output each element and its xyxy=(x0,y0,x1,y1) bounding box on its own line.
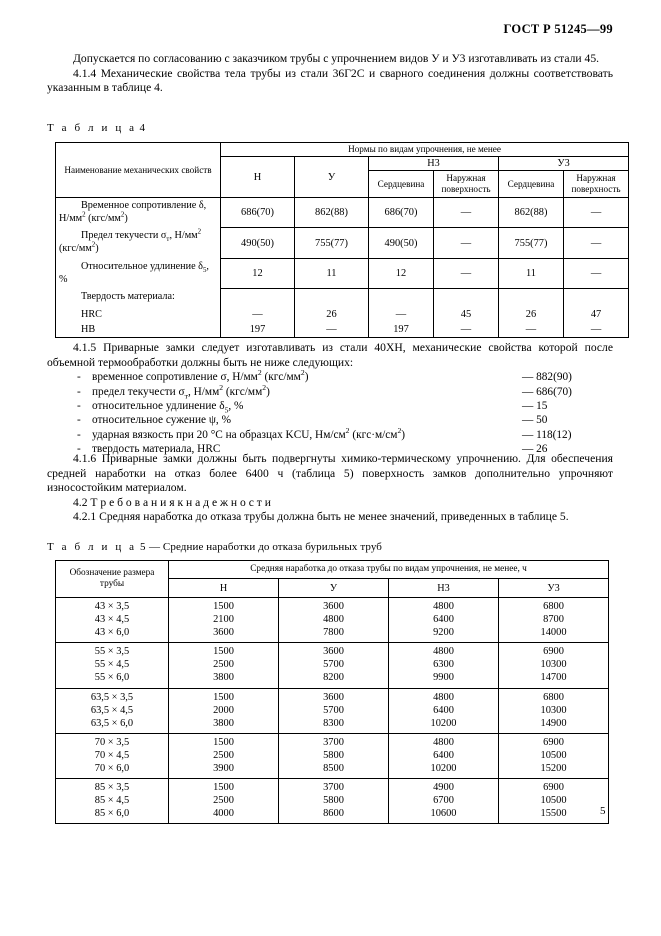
table5-value-cell: 4000 xyxy=(213,808,234,820)
list-item-value: — 26 xyxy=(522,443,548,456)
table5-caption xyxy=(47,541,382,553)
table4-row2-n3-surface: — xyxy=(434,228,499,259)
table5-group1-u xyxy=(279,643,389,688)
table4-row3-n3-surface: — xyxy=(434,259,499,289)
list-item-text: временное сопротивление σ, $Н/мм^2$ $(кгс/мм^2)$ xyxy=(92,368,309,384)
table5-value-cell: 6800 xyxy=(543,691,564,703)
list-item-text: предел текучести $\sigma_т$, $Н/мм^2$ $(кгс/мм^2)$ xyxy=(92,382,270,400)
list-bullet-dash: - xyxy=(77,443,81,456)
table5-value-cell: 3600 xyxy=(323,691,344,703)
table5-group1-sizes xyxy=(56,643,169,688)
list-item xyxy=(47,428,613,442)
table5-group2-u3 xyxy=(499,688,609,733)
table5-group3-sizes xyxy=(56,733,169,778)
table4-header-row-1 xyxy=(56,143,629,157)
list-item-value: — 118(12) xyxy=(522,428,572,441)
table5-group0-sizes xyxy=(56,598,169,643)
list-bullet-dash: - xyxy=(77,385,81,398)
paragraph-4-1-5: 4.1.5 Приварные замки следует изготавливать из стали 40ХН, механические свойства которой после объемной термообработки должны быть не ниже следующих: xyxy=(47,341,613,369)
table4-row3-n3-core: 12 xyxy=(369,259,434,289)
table4-row1-label xyxy=(56,198,221,228)
table5-size-cell: 55 × 3,5 xyxy=(94,646,130,658)
table5-value-cell: 6800 xyxy=(543,601,564,612)
table4-row1-label-line2: $Н/мм^2$ $(кгс/мм^2)$ xyxy=(59,212,128,225)
table5-value-cell: 4800 xyxy=(433,646,454,658)
table5-size-cell: 70 × 4,5 xyxy=(94,749,130,761)
table4-hb-u: — xyxy=(295,322,369,338)
list-item xyxy=(47,370,613,384)
table5-value-cell: 14700 xyxy=(540,672,567,684)
table4-row1-u3-core: 862(88) xyxy=(499,198,564,228)
table4-row2-label-line1: Предел текучести $\sigma_т$, $Н/мм^2$ xyxy=(81,228,202,243)
table4-row2-n: 490(50) xyxy=(221,228,295,259)
table4-hardness-hrc-label: HRC xyxy=(56,307,221,322)
table5-size-cell: 63,5 × 6,0 xyxy=(90,717,134,729)
table5-group0-u3 xyxy=(499,598,609,643)
table5-value-cell: 10500 xyxy=(540,749,567,761)
table5-value-cell: 14000 xyxy=(540,627,567,639)
table5-value-cell: 8500 xyxy=(323,763,344,775)
table5-group4-n3 xyxy=(389,779,499,824)
table5-size-cell: 43 × 6,0 xyxy=(94,627,130,639)
table5-value-cell: 3700 xyxy=(323,782,344,794)
table4-row1-u: 862(88) xyxy=(295,198,369,228)
table-row xyxy=(56,322,629,338)
table4-hb-u3-core: — xyxy=(499,322,564,338)
list-item-text: относительное удлинение $\delta_5$, % xyxy=(92,400,244,415)
section-4-1-6 xyxy=(47,452,613,525)
table5-value-cell: 10200 xyxy=(430,763,457,775)
heading-4-2 xyxy=(47,496,613,511)
table-row xyxy=(56,289,629,307)
table5-col-n: Н xyxy=(169,579,279,598)
table5-group2-n3 xyxy=(389,688,499,733)
heading-4-2-number: 4.2 xyxy=(73,495,88,509)
table5-value-cell: 10300 xyxy=(540,704,567,716)
table5-wrapper xyxy=(55,560,608,824)
table4-row3-u3-core: 11 xyxy=(499,259,564,289)
table5-caption-word: Т а б л и ц а xyxy=(47,541,137,553)
table5-value-cell: 2000 xyxy=(213,704,234,716)
table5-value-cell: 1500 xyxy=(213,601,234,612)
table4-hrc-n3-core: — xyxy=(369,307,434,322)
table5-caption-number: 5 xyxy=(140,541,147,553)
list-item-text: ударная вязкость при 20 °С на образцах KCU, $Нм/см^2$ $(кгс\cdot м/см^2)$ xyxy=(92,426,406,441)
table5-group-header: Средняя наработка до отказа трубы по видам упрочнения, не менее, ч xyxy=(169,561,609,579)
table5-size-cell: 85 × 3,5 xyxy=(94,782,130,794)
table5-value-cell: 6900 xyxy=(543,646,564,658)
paragraph-4-1-6: 4.1.6 Приварные замки должны быть подвергнуты химико-термическому упрочнению. Для обеспечения средней наработки на отказ более 6400 ч (таблица 5) поверхность замков дополнительно упрочняют износостойким материалом. xyxy=(47,452,613,495)
spec-list-4-1-5 xyxy=(47,370,613,456)
table4-col-u: У xyxy=(295,157,369,198)
table-row xyxy=(56,228,629,259)
table5-group1-u3 xyxy=(499,643,609,688)
table5-value-cell: 10500 xyxy=(540,795,567,807)
table5-value-cell: 2100 xyxy=(213,614,234,626)
page-number: 5 xyxy=(600,805,606,817)
table-row xyxy=(56,307,629,322)
table5-value-cell: 2500 xyxy=(213,659,234,671)
table4-hb-n3-surface: — xyxy=(434,322,499,338)
table4-col-u3-surface-line2: поверхность xyxy=(571,184,621,194)
table5-value-cell: 2500 xyxy=(213,749,234,761)
table5-col-n3: Н3 xyxy=(389,579,499,598)
table5-value-cell: 8300 xyxy=(323,717,344,729)
table5-value-cell: 10200 xyxy=(430,717,457,729)
table4-caption xyxy=(47,122,146,134)
table5-value-cell: 8700 xyxy=(543,614,564,626)
table5-value-cell: 14900 xyxy=(540,717,567,729)
table4-col-n3-surface-line1: Наружная xyxy=(446,173,486,183)
table5-value-cell: 3800 xyxy=(213,672,234,684)
table5-value-cell: 6400 xyxy=(433,704,454,716)
table5-value-cell: 6300 xyxy=(433,659,454,671)
table4-hardness-hb-label: НВ xyxy=(56,322,221,338)
list-item-text: твердость материала, HRC xyxy=(92,443,221,456)
heading-4-2-text: Т р е б о в а н и я к н а д е ж н о с т и xyxy=(90,495,271,509)
table5-size-cell: 85 × 6,0 xyxy=(94,808,130,820)
table5-value-cell: 4800 xyxy=(323,614,344,626)
table4-row3-n: 12 xyxy=(221,259,295,289)
table4-row2-u: 755(77) xyxy=(295,228,369,259)
table5-size-cell: 63,5 × 3,5 xyxy=(90,691,134,703)
table5-group0-n3 xyxy=(389,598,499,643)
list-item-value: — 686(70) xyxy=(522,385,572,398)
list-item xyxy=(47,413,613,427)
list-item-text: относительное сужение ψ, % xyxy=(92,414,231,427)
table4-col-n3-surface xyxy=(434,171,499,198)
table5-value-cell: 3600 xyxy=(323,601,344,612)
table4-hb-n3-core: 197 xyxy=(369,322,434,338)
table4-row3-label xyxy=(56,259,221,289)
table4-row2-label-line2: $(кгс/мм^2)$ xyxy=(59,241,99,255)
table5-value-cell: 6900 xyxy=(543,782,564,794)
table5-group2-u xyxy=(279,688,389,733)
table5-value-cell: 6400 xyxy=(433,614,454,626)
table4-hb-u3-surface: — xyxy=(564,322,629,338)
table4-hrc-n3-surface: 45 xyxy=(434,307,499,322)
table5-value-cell: 1500 xyxy=(213,646,234,658)
list-item-value: — 882(90) xyxy=(522,371,572,384)
table4-row1-u3-surface: — xyxy=(564,198,629,228)
table5-value-cell: 10300 xyxy=(540,659,567,671)
table5-col-size-line2: трубы xyxy=(99,579,125,589)
table5-value-cell: 4800 xyxy=(433,736,454,748)
table4-hrc-u: 26 xyxy=(295,307,369,322)
table5-size-cell: 55 × 6,0 xyxy=(94,672,130,684)
table4-row2-n3-core: 490(50) xyxy=(369,228,434,259)
table4-col-properties-header: Наименование механических свойств xyxy=(56,143,221,198)
table5-size-cell: 63,5 × 4,5 xyxy=(90,704,134,716)
list-bullet-dash: - xyxy=(77,400,81,412)
table5-value-cell: 9200 xyxy=(433,627,454,639)
table4-group-header: Нормы по видам упрочнения, не менее xyxy=(221,143,629,157)
table5-col-u3: У3 xyxy=(499,579,609,598)
running-head: ГОСТ Р 51245—99 xyxy=(503,22,613,36)
table-row xyxy=(56,779,609,824)
table4-caption-number: 4 xyxy=(139,122,146,134)
table4-row1-label-line1: Временное сопротивление δ, xyxy=(81,200,207,211)
table4-col-n3-core: Сердцевина xyxy=(369,171,434,198)
table-row xyxy=(56,733,609,778)
table4-hb-n: 197 xyxy=(221,322,295,338)
table4-col-n: Н xyxy=(221,157,295,198)
table-row xyxy=(56,643,609,688)
table4-col-u3-surface-line1: Наружная xyxy=(576,173,616,183)
table5-size-cell: 43 × 4,5 xyxy=(94,614,130,626)
table5-col-size-line1: Обозначение размера xyxy=(69,568,155,578)
table5-value-cell: 8200 xyxy=(323,672,344,684)
table5-size-cell: 70 × 3,5 xyxy=(94,736,130,748)
table-row xyxy=(56,259,629,289)
table5-value-cell: 4900 xyxy=(433,782,454,794)
table5-group1-n3 xyxy=(389,643,499,688)
paragraph-allowance: Допускается по согласованию с заказчиком трубы с упрочнением видов У и У3 изготавливать из стали 45. xyxy=(73,52,600,65)
table5-group0-u xyxy=(279,598,389,643)
table4-row1-n3-surface: — xyxy=(434,198,499,228)
table5-size-cell: 43 × 3,5 xyxy=(94,601,130,612)
table5-value-cell: 2500 xyxy=(213,795,234,807)
table5-size-cell: 85 × 4,5 xyxy=(94,795,130,807)
list-item-value: — 50 xyxy=(522,414,548,427)
table5-group3-u3 xyxy=(499,733,609,778)
table5-group3-n3 xyxy=(389,733,499,778)
table5-value-cell: 5700 xyxy=(323,659,344,671)
table5-group3-u xyxy=(279,733,389,778)
table5-col-size-header xyxy=(56,561,169,598)
table4-hardness-title: Твердость материала: xyxy=(56,289,221,307)
table5-size-cell: 70 × 6,0 xyxy=(94,763,130,775)
table4-col-u3-surface xyxy=(564,171,629,198)
table5-group2-n xyxy=(169,688,279,733)
table4-row2-u3-core: 755(77) xyxy=(499,228,564,259)
table4-caption-word: Т а б л и ц а xyxy=(47,122,137,134)
table5-value-cell: 1500 xyxy=(213,736,234,748)
table5-value-cell: 4800 xyxy=(433,601,454,612)
table4-col-u3: У3 xyxy=(499,157,629,171)
table5-value-cell: 6700 xyxy=(433,795,454,807)
table5-value-cell: 15200 xyxy=(540,763,567,775)
table5-value-cell: 8600 xyxy=(323,808,344,820)
paragraph-4-2-1: 4.2.1 Средняя наработка до отказа трубы должна быть не менее значений, приведенных в таблице 5. xyxy=(73,510,569,524)
list-bullet-dash: - xyxy=(77,414,81,427)
table5-value-cell: 3900 xyxy=(213,763,234,775)
table4-wrapper xyxy=(55,142,621,338)
table4-row3-u: 11 xyxy=(295,259,369,289)
intro-text-block xyxy=(47,52,613,96)
table4-row2-u3-surface: — xyxy=(564,228,629,259)
table5-value-cell: 6400 xyxy=(433,749,454,761)
table4-col-n3: Н3 xyxy=(369,157,499,171)
table-row xyxy=(56,598,609,643)
table5-col-u: У xyxy=(279,579,389,598)
table4-hrc-u3-core: 26 xyxy=(499,307,564,322)
table5-group2-sizes xyxy=(56,688,169,733)
table5-value-cell: 6900 xyxy=(543,736,564,748)
table5-value-cell: 10600 xyxy=(430,808,457,820)
table5-value-cell: 5800 xyxy=(323,749,344,761)
table4 xyxy=(55,142,629,338)
table5-group4-n xyxy=(169,779,279,824)
table5-group4-u3 xyxy=(499,779,609,824)
section-4-1-5 xyxy=(47,341,613,457)
table5-value-cell: 9900 xyxy=(433,672,454,684)
table5-value-cell: 1500 xyxy=(213,782,234,794)
table5-size-cell: 55 × 4,5 xyxy=(94,659,130,671)
table5-value-cell: 3800 xyxy=(213,717,234,729)
table-row xyxy=(56,198,629,228)
list-bullet-dash: - xyxy=(77,428,81,441)
paragraph-4-1-4: 4.1.4 Механические свойства тела трубы из стали 36Г2С и сварного соединения должны соответствовать указанным в таблице 4. xyxy=(47,66,613,95)
table5-value-cell: 5800 xyxy=(323,795,344,807)
table4-row3-u3-surface: — xyxy=(564,259,629,289)
table4-row3-label-line2: % xyxy=(59,274,68,286)
list-bullet-dash: - xyxy=(77,371,81,384)
table4-row1-n: 686(70) xyxy=(221,198,295,228)
table5-value-cell: 3600 xyxy=(323,646,344,658)
table5-caption-rest: — Средние наработки до отказа бурильных труб xyxy=(148,541,382,553)
table4-row1-n3-core: 686(70) xyxy=(369,198,434,228)
list-item xyxy=(47,382,613,400)
table5-value-cell: 3700 xyxy=(323,736,344,748)
list-item-value: — 15 xyxy=(522,400,548,412)
table5-group4-sizes xyxy=(56,779,169,824)
table5-group3-n xyxy=(169,733,279,778)
table-row xyxy=(56,688,609,733)
table5-value-cell: 3600 xyxy=(213,627,234,639)
list-item xyxy=(47,399,613,413)
table4-col-u3-core: Сердцевина xyxy=(499,171,564,198)
table5-header-row-1 xyxy=(56,561,609,579)
table5-value-cell: 15500 xyxy=(540,808,567,820)
table4-row3-label-line1: Относительное удлинение $\delta_5$, xyxy=(81,260,209,274)
table5-group4-u xyxy=(279,779,389,824)
table5-group1-n xyxy=(169,643,279,688)
table4-row2-label xyxy=(56,228,221,259)
table4-col-n3-surface-line2: поверхность xyxy=(441,184,491,194)
table5-value-cell: 4800 xyxy=(433,691,454,703)
table4-hrc-u3-surface: 47 xyxy=(564,307,629,322)
table5-group0-n xyxy=(169,598,279,643)
table5-value-cell: 1500 xyxy=(213,691,234,703)
table5-value-cell: 5700 xyxy=(323,704,344,716)
table5-value-cell: 7800 xyxy=(323,627,344,639)
table4-hrc-n: — xyxy=(221,307,295,322)
table5 xyxy=(55,560,609,824)
